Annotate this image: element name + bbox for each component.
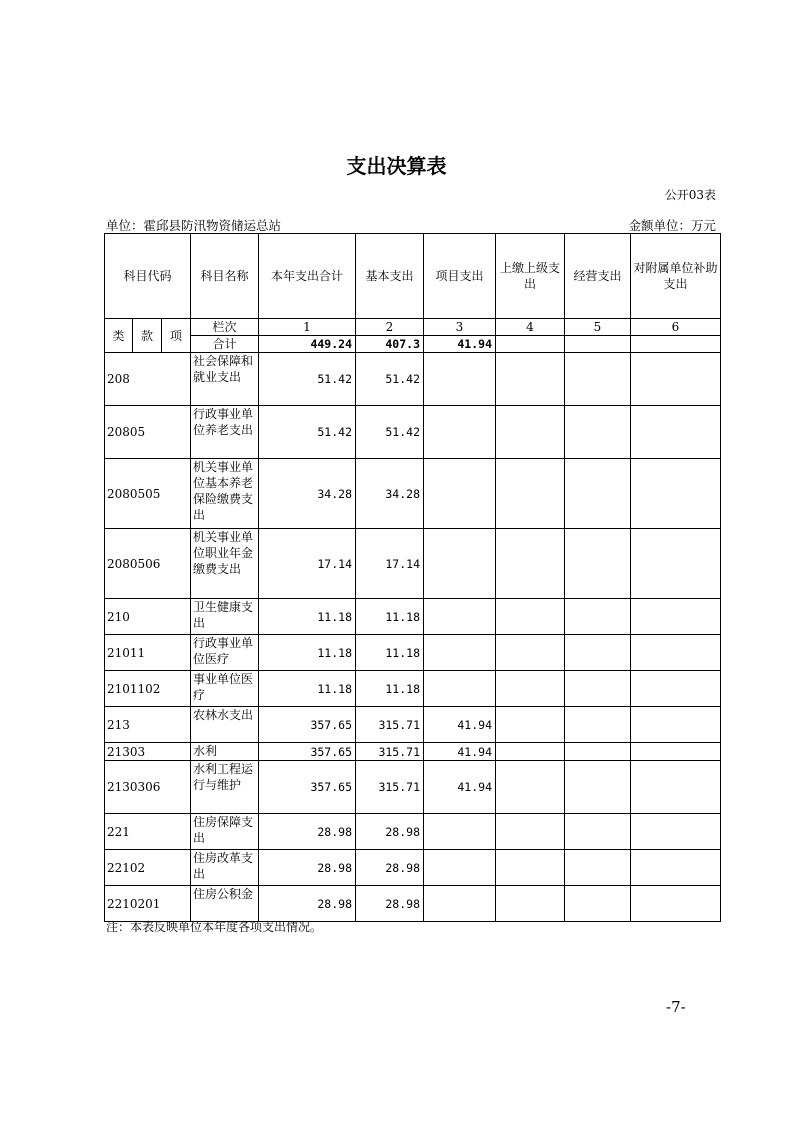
row-code: 2210201 bbox=[105, 886, 191, 922]
row-total: 357.65 bbox=[259, 761, 356, 814]
row-total: 51.42 bbox=[259, 406, 356, 459]
row-upper bbox=[496, 671, 565, 707]
row-subsidy bbox=[631, 599, 721, 635]
row-total: 28.98 bbox=[259, 814, 356, 850]
row-upper bbox=[496, 599, 565, 635]
row-name: 卫生健康支出 bbox=[191, 599, 259, 635]
row-name: 事业单位医疗 bbox=[191, 671, 259, 707]
expenditure-table bbox=[104, 233, 721, 922]
row-name: 住房改革支出 bbox=[191, 850, 259, 886]
table-code: 公开03表 bbox=[664, 188, 716, 202]
row-project bbox=[424, 850, 496, 886]
row-name: 水利工程运行与维护 bbox=[191, 761, 259, 814]
row-upper bbox=[496, 459, 565, 529]
col-number-6: 6 bbox=[631, 319, 721, 336]
row-code: 2080506 bbox=[105, 529, 191, 599]
row-basic: 28.98 bbox=[356, 886, 424, 922]
row-business bbox=[565, 886, 631, 922]
header-upper: 上缴上级支出 bbox=[496, 234, 565, 319]
row-upper bbox=[496, 406, 565, 459]
header-lei: 类 bbox=[105, 319, 133, 353]
row-project bbox=[424, 406, 496, 459]
row-subsidy bbox=[631, 761, 721, 814]
row-basic: 11.18 bbox=[356, 671, 424, 707]
page-number: -7- bbox=[666, 998, 686, 1016]
row-subsidy bbox=[631, 743, 721, 761]
row-subsidy bbox=[631, 850, 721, 886]
row-subsidy bbox=[631, 886, 721, 922]
total-basic: 407.3 bbox=[356, 336, 424, 353]
row-subsidy bbox=[631, 814, 721, 850]
row-code: 21303 bbox=[105, 743, 191, 761]
row-project bbox=[424, 599, 496, 635]
row-upper bbox=[496, 529, 565, 599]
row-name: 住房保障支出 bbox=[191, 814, 259, 850]
total-project: 41.94 bbox=[424, 336, 496, 353]
total-upper bbox=[496, 336, 565, 353]
row-project bbox=[424, 671, 496, 707]
row-project: 41.94 bbox=[424, 707, 496, 743]
row-basic: 28.98 bbox=[356, 850, 424, 886]
col-number-3: 3 bbox=[424, 319, 496, 336]
row-name: 农林水支出 bbox=[191, 707, 259, 743]
col-number-5: 5 bbox=[565, 319, 631, 336]
row-total: 28.98 bbox=[259, 886, 356, 922]
table-row bbox=[105, 406, 721, 459]
row-code: 2080505 bbox=[105, 459, 191, 529]
table-row bbox=[105, 886, 721, 922]
table-row bbox=[105, 814, 721, 850]
row-subsidy bbox=[631, 529, 721, 599]
total-label: 合计 bbox=[191, 336, 259, 353]
table-row bbox=[105, 459, 721, 529]
row-code: 2101102 bbox=[105, 671, 191, 707]
unit-label: 单位：霍邱县防汛物资储运总站 bbox=[106, 218, 282, 233]
row-code: 221 bbox=[105, 814, 191, 850]
table-row bbox=[105, 635, 721, 671]
row-upper bbox=[496, 707, 565, 743]
row-business bbox=[565, 743, 631, 761]
row-subsidy bbox=[631, 707, 721, 743]
row-business bbox=[565, 406, 631, 459]
row-business bbox=[565, 671, 631, 707]
row-total: 11.18 bbox=[259, 635, 356, 671]
row-name: 水利 bbox=[191, 743, 259, 761]
row-business bbox=[565, 353, 631, 406]
row-total: 357.65 bbox=[259, 707, 356, 743]
col-number-1: 1 bbox=[259, 319, 356, 336]
header-business: 经营支出 bbox=[565, 234, 631, 319]
row-name: 社会保障和就业支出 bbox=[191, 353, 259, 406]
row-subsidy bbox=[631, 459, 721, 529]
row-project bbox=[424, 529, 496, 599]
row-basic: 11.18 bbox=[356, 635, 424, 671]
row-total: 34.28 bbox=[259, 459, 356, 529]
header-kuan: 款 bbox=[133, 319, 162, 353]
row-total: 357.65 bbox=[259, 743, 356, 761]
row-business bbox=[565, 761, 631, 814]
row-business bbox=[565, 459, 631, 529]
table-row bbox=[105, 707, 721, 743]
row-subsidy bbox=[631, 635, 721, 671]
row-subsidy bbox=[631, 406, 721, 459]
col-number-2: 2 bbox=[356, 319, 424, 336]
row-basic: 315.71 bbox=[356, 707, 424, 743]
row-basic: 28.98 bbox=[356, 814, 424, 850]
table-row bbox=[105, 529, 721, 599]
row-code: 22102 bbox=[105, 850, 191, 886]
header-project: 项目支出 bbox=[424, 234, 496, 319]
table-row bbox=[105, 743, 721, 761]
row-project bbox=[424, 353, 496, 406]
table-row bbox=[105, 761, 721, 814]
row-project bbox=[424, 635, 496, 671]
row-code: 210 bbox=[105, 599, 191, 635]
table-row bbox=[105, 850, 721, 886]
table-row bbox=[105, 671, 721, 707]
row-total: 28.98 bbox=[259, 850, 356, 886]
row-basic: 51.42 bbox=[356, 406, 424, 459]
row-basic: 51.42 bbox=[356, 353, 424, 406]
row-business bbox=[565, 814, 631, 850]
total-business bbox=[565, 336, 631, 353]
row-name: 行政事业单位养老支出 bbox=[191, 406, 259, 459]
row-business bbox=[565, 529, 631, 599]
table-row bbox=[105, 599, 721, 635]
row-total: 11.18 bbox=[259, 599, 356, 635]
row-upper bbox=[496, 886, 565, 922]
header-lanci: 栏次 bbox=[191, 319, 259, 336]
row-basic: 34.28 bbox=[356, 459, 424, 529]
row-upper bbox=[496, 850, 565, 886]
row-upper bbox=[496, 635, 565, 671]
row-project bbox=[424, 886, 496, 922]
header-subject-name: 科目名称 bbox=[191, 234, 259, 319]
row-basic: 315.71 bbox=[356, 743, 424, 761]
row-basic: 11.18 bbox=[356, 599, 424, 635]
row-project bbox=[424, 814, 496, 850]
row-project bbox=[424, 459, 496, 529]
row-name: 机关事业单位基本养老保险缴费支出 bbox=[191, 459, 259, 529]
row-business bbox=[565, 850, 631, 886]
row-code: 213 bbox=[105, 707, 191, 743]
row-total: 17.14 bbox=[259, 529, 356, 599]
row-total: 11.18 bbox=[259, 671, 356, 707]
total-subsidy bbox=[631, 336, 721, 353]
header-xiang: 项 bbox=[162, 319, 191, 353]
row-business bbox=[565, 707, 631, 743]
col-number-4: 4 bbox=[496, 319, 565, 336]
row-total: 51.42 bbox=[259, 353, 356, 406]
header-basic: 基本支出 bbox=[356, 234, 424, 319]
total-amount: 449.24 bbox=[259, 336, 356, 353]
row-upper bbox=[496, 761, 565, 814]
row-upper bbox=[496, 353, 565, 406]
row-business bbox=[565, 599, 631, 635]
page-title: 支出决算表 bbox=[346, 154, 447, 178]
table-row bbox=[105, 353, 721, 406]
row-business bbox=[565, 635, 631, 671]
row-basic: 17.14 bbox=[356, 529, 424, 599]
row-name: 行政事业单位医疗 bbox=[191, 635, 259, 671]
row-code: 2130306 bbox=[105, 761, 191, 814]
row-upper bbox=[496, 814, 565, 850]
amount-unit: 金额单位：万元 bbox=[628, 218, 716, 233]
row-code: 20805 bbox=[105, 406, 191, 459]
row-project: 41.94 bbox=[424, 743, 496, 761]
row-code: 21011 bbox=[105, 635, 191, 671]
row-subsidy bbox=[631, 671, 721, 707]
header-subsidy: 对附属单位补助支出 bbox=[631, 234, 721, 319]
header-subject-code: 科目代码 bbox=[105, 234, 191, 319]
row-code: 208 bbox=[105, 353, 191, 406]
row-upper bbox=[496, 743, 565, 761]
row-project: 41.94 bbox=[424, 761, 496, 814]
row-name: 机关事业单位职业年金缴费支出 bbox=[191, 529, 259, 599]
header-total: 本年支出合计 bbox=[259, 234, 356, 319]
row-name: 住房公积金 bbox=[191, 886, 259, 922]
row-basic: 315.71 bbox=[356, 761, 424, 814]
table-note: 注：本表反映单位本年度各项支出情况。 bbox=[106, 920, 323, 934]
row-subsidy bbox=[631, 353, 721, 406]
total-row bbox=[105, 336, 721, 353]
